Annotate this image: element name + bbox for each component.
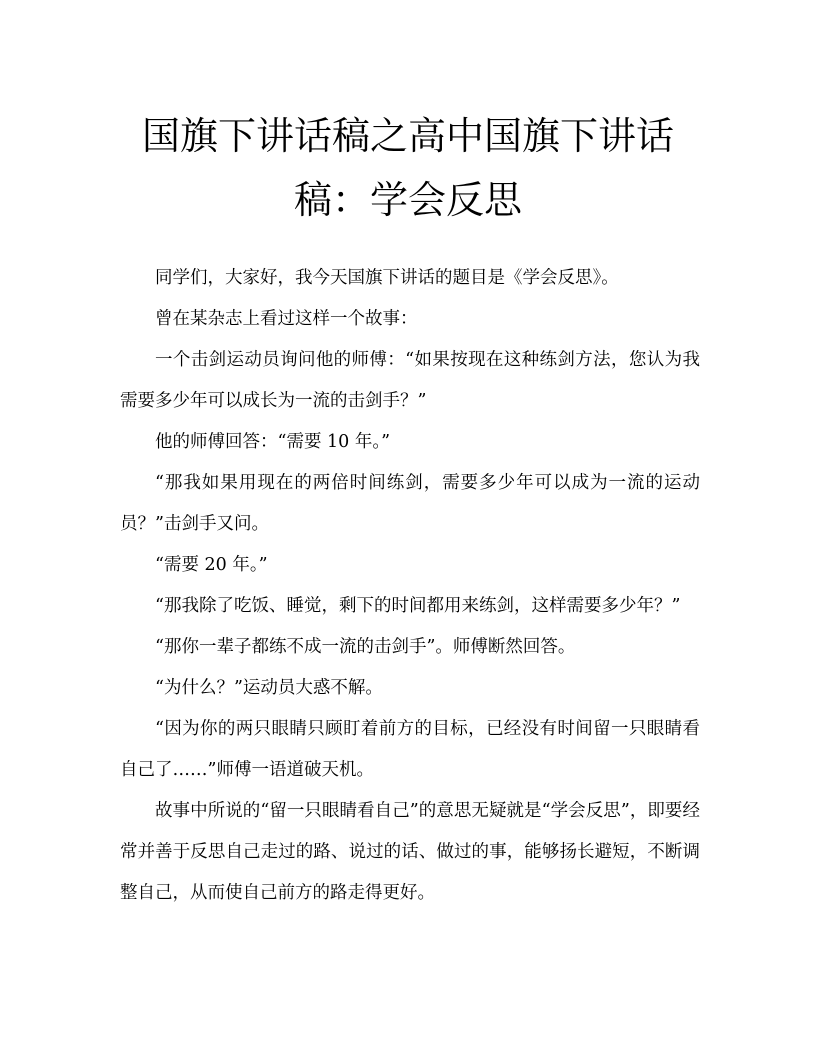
paragraph-5: “那我如果用现在的两倍时间练剑，需要多少年可以成为一流的运动员？”击剑手又问。 [120, 473, 700, 534]
paragraph-3: 一个击剑运动员询问他的师傅：“如果按现在这种练剑方法，您认为我需要多少年可以成长为一流的击剑手？” [120, 350, 700, 411]
paragraph-9: “为什么？”运动员大惑不解。 [155, 678, 383, 698]
paragraph-6: “需要 20 年。” [155, 555, 268, 575]
paragraph-8: “那你一辈子都练不成一流的击剑手”。师傅断然回答。 [155, 637, 576, 657]
document-body [120, 258, 700, 914]
paragraph-11: 故事中所说的“留一只眼睛看自己”的意思无疑就是“学会反思”，即要经常并善于反思自己走过的路、说过的话、做过的事，能够扬长避短，不断调整自己，从而使自己前方的路走得更好。 [120, 801, 700, 903]
paragraph-4: 他的师傅回答：“需要 10 年。” [155, 432, 391, 452]
document-title: 国旗下讲话稿之高中国旗下讲话稿：学会反思 [141, 114, 674, 222]
paragraph-7: “那我除了吃饭、睡觉，剩下的时间都用来练剑，这样需要多少年？” [155, 596, 681, 616]
paragraph-1: 同学们，大家好，我今天国旗下讲话的题目是《学会反思》。 [155, 268, 619, 288]
paragraph-2: 曾在某杂志上看过这样一个故事： [155, 309, 418, 329]
paragraph-10: “因为你的两只眼睛只顾盯着前方的目标，已经没有时间留一只眼睛看自己了……”师傅一语道破天机。 [120, 719, 700, 780]
